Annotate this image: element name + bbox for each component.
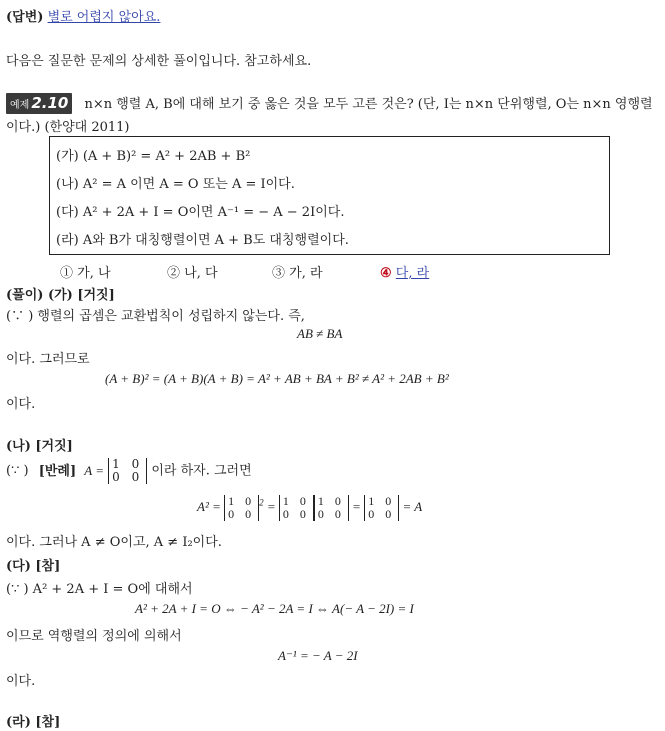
ga-end: 이다. [6,397,36,412]
ga-header: (풀이) (가) [거짓] [6,288,115,303]
matrix: 1 0 0 0 [224,495,259,521]
choice-1[interactable]: ① 가, 나 [60,266,111,281]
problem-text: n×n 행렬 A, B에 대해 보기 중 옳은 것을 모두 고른 것은? (단, I는 n×n 단위행렬, O는 n×n 영행렬 [84,97,653,112]
ra-header: (라) [참] [6,715,61,730]
answer-line [6,6,160,25]
problem-line-2: 이다.) (한양대 2011) [6,120,130,135]
choice-4-text: 다, 라 [395,266,430,281]
na-counter: [반례] [38,463,77,479]
na-header: (나) [거짓] [6,439,73,454]
ga-eq2: (A + B)² = (A + B)(A + B) = A² + AB + BA + B² ≠ A² + 2AB + B² [105,371,449,386]
na-reason: (∵ ) [반례] A = 1 0 0 0 이라 하자. 그러면 [6,457,252,484]
da-end: 이다. [6,674,36,689]
na-end: 이다. 그러나 A ≠ O이고, A ≠ I₂이다. [6,535,222,550]
na-eq: A² = 1 0 0 0 $^2$ = 1 0 0 0 1 0 0 0 = 1 0 0 0 = A [197,494,423,521]
da-reason: (∵ ) A² + 2A + I = O에 대해서 [6,582,193,597]
options-box [49,136,610,255]
intro-text: 다음은 질문한 문제의 상세한 풀이입니다. 참고하세요. [6,54,312,69]
da-text2: 이므로 역행렬의 정의에 의해서 [6,629,182,644]
matrix: 1 0 0 0 [279,495,314,521]
matrix: 1 0 0 0 [314,495,349,521]
option-da: (다) A² + 2A + I = O이면 A⁻¹ = − A − 2I이다. [56,205,345,220]
choice-2[interactable]: ② 나, 다 [167,266,218,281]
problem-line-1 [6,93,653,114]
ga-text2: 이다. 그러므로 [6,352,90,367]
example-badge: 예제 2.10 [6,93,72,114]
option-ra: (라) A와 B가 대칭행렬이면 A + B도 대칭행렬이다. [56,233,349,248]
matrix: 1 0 0 0 [108,458,147,484]
choice-4-number: ④ [380,266,392,281]
da-header: (다) [참] [6,559,61,574]
choice-4[interactable] [380,262,429,281]
option-na: (나) A² = A 이면 A = O 또는 A = I이다. [56,177,295,192]
ga-reason: (∵ ) 행렬의 곱셈은 교환법칙이 성립하지 않는다. 즉, [6,309,305,324]
da-eq1: A² + 2A + I = O ⇔ − A² − 2A = I ⇔ A(− A − 2I) = I [135,601,414,616]
ga-eq1: AB ≠ BA [297,326,343,341]
answer-link[interactable]: 별로 어렵지 않아요. [47,10,161,25]
matrix: 1 0 0 0 [364,495,399,521]
option-ga: (가) (A + B)² = A² + 2AB + B² [56,149,251,164]
da-eq2: A⁻¹ = − A − 2I [278,648,358,663]
answer-tag: (답변) [6,10,44,25]
choice-3[interactable]: ③ 가, 라 [272,266,323,281]
